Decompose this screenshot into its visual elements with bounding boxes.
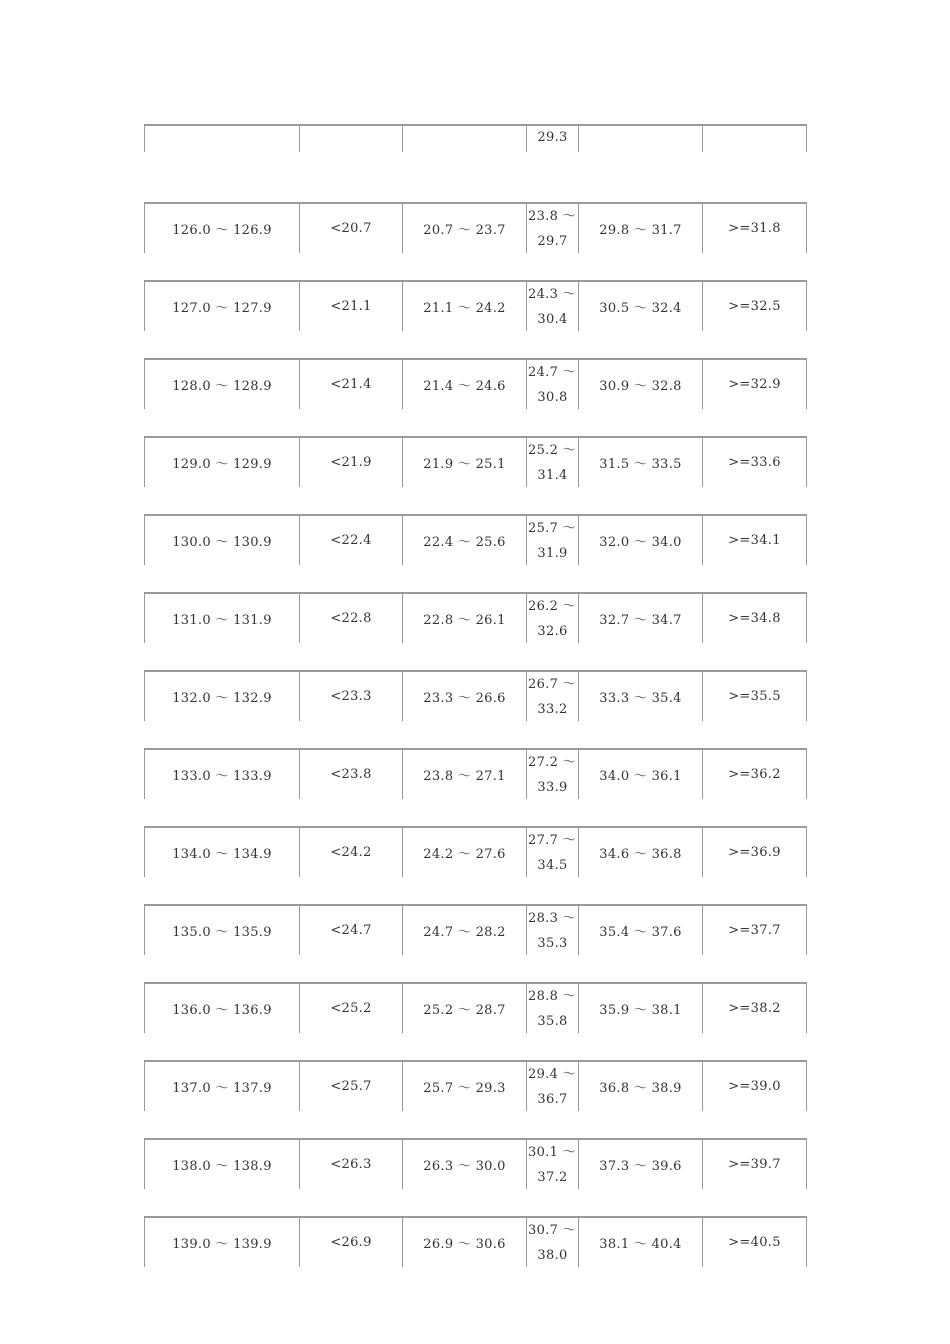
obese-range: 37.3 ～ 39.6 <box>599 1159 682 1174</box>
obese-cell <box>578 126 702 152</box>
table-row <box>144 904 807 955</box>
normal-cell <box>402 1218 526 1267</box>
height-range-cell <box>144 204 299 253</box>
height-range: 137.0 ～ 137.9 <box>172 1081 272 1096</box>
table-row-continued <box>144 124 807 152</box>
thin-value: <21.1 <box>330 299 372 314</box>
obese-range: 35.4 ～ 37.6 <box>599 925 682 940</box>
overweight-cell <box>526 360 578 409</box>
thin-cell <box>299 360 402 409</box>
overweight-range-end: 29.7 <box>537 234 568 249</box>
normal-range: 24.2 ～ 27.6 <box>423 847 506 862</box>
normal-cell <box>402 828 526 877</box>
overweight-cell <box>526 438 578 487</box>
severe-obese-value: >=34.8 <box>728 611 781 626</box>
overweight-cell <box>526 204 578 253</box>
obese-range: 31.5 ～ 33.5 <box>599 457 682 472</box>
height-range-cell <box>144 438 299 487</box>
overweight-cell <box>526 1062 578 1111</box>
normal-range: 23.8 ～ 27.1 <box>423 769 506 784</box>
obese-cell <box>578 204 702 253</box>
obese-range: 30.9 ～ 32.8 <box>599 379 682 394</box>
height-range: 134.0 ～ 134.9 <box>172 847 272 862</box>
overweight-cell <box>526 906 578 955</box>
thin-cell <box>299 204 402 253</box>
normal-cell <box>402 1140 526 1189</box>
thin-cell <box>299 828 402 877</box>
overweight-range-start: 30.7 ～ <box>528 1223 576 1238</box>
severe-cell <box>702 126 807 152</box>
overweight-cell <box>526 828 578 877</box>
obese-range: 36.8 ～ 38.9 <box>599 1081 682 1096</box>
severe-obese-value: >=31.8 <box>728 221 781 236</box>
table-row <box>144 202 807 253</box>
overweight-range-start: 27.7 ～ <box>528 833 576 848</box>
severe-obese-cell <box>702 516 807 565</box>
severe-obese-cell <box>702 672 807 721</box>
height-cell <box>144 126 299 152</box>
normal-range: 21.9 ～ 25.1 <box>423 457 506 472</box>
thin-value: <25.7 <box>330 1079 372 1094</box>
normal-range: 25.2 ～ 28.7 <box>423 1003 506 1018</box>
normal-cell <box>402 750 526 799</box>
overweight-range-end: 31.9 <box>537 546 568 561</box>
severe-obese-cell <box>702 906 807 955</box>
severe-obese-cell <box>702 984 807 1033</box>
table-row <box>144 436 807 487</box>
severe-obese-value: >=32.9 <box>728 377 781 392</box>
severe-obese-cell <box>702 750 807 799</box>
height-range: 126.0 ～ 126.9 <box>172 223 272 238</box>
height-range: 138.0 ～ 138.9 <box>172 1159 272 1174</box>
height-range-cell <box>144 282 299 331</box>
obese-range: 35.9 ～ 38.1 <box>599 1003 682 1018</box>
severe-obese-value: >=32.5 <box>728 299 781 314</box>
severe-obese-cell <box>702 1062 807 1111</box>
obese-cell <box>578 438 702 487</box>
severe-obese-value: >=36.2 <box>728 767 781 782</box>
height-range: 128.0 ～ 128.9 <box>172 379 272 394</box>
severe-obese-value: >=40.5 <box>728 1235 781 1250</box>
normal-cell <box>402 438 526 487</box>
thin-value: <23.3 <box>330 689 372 704</box>
thin-value: <22.8 <box>330 611 372 626</box>
obese-cell <box>578 828 702 877</box>
thin-cell <box>299 672 402 721</box>
overweight-range-start: 30.1 ～ <box>528 1145 576 1160</box>
height-range: 130.0 ～ 130.9 <box>172 535 272 550</box>
thin-cell <box>299 126 402 152</box>
thin-value: <21.4 <box>330 377 372 392</box>
overweight-range-end: 32.6 <box>537 624 568 639</box>
table-row <box>144 358 807 409</box>
normal-cell <box>402 516 526 565</box>
obese-cell <box>578 750 702 799</box>
table-body <box>144 202 807 1267</box>
overweight-range-end: 35.3 <box>537 936 568 951</box>
height-range: 129.0 ～ 129.9 <box>172 457 272 472</box>
obese-range: 38.1 ～ 40.4 <box>599 1237 682 1252</box>
thin-cell <box>299 516 402 565</box>
overweight-cell <box>526 984 578 1033</box>
obese-cell <box>578 1062 702 1111</box>
overweight-range-end: 36.7 <box>537 1092 568 1107</box>
overweight-range-end: 31.4 <box>537 468 568 483</box>
severe-obese-cell <box>702 828 807 877</box>
overweight-cell <box>526 1140 578 1189</box>
severe-obese-cell <box>702 594 807 643</box>
overweight-range-start: 27.2 ～ <box>528 755 576 770</box>
normal-cell <box>402 204 526 253</box>
overweight-cont-value: 29.3 <box>537 130 568 145</box>
overweight-range-end: 30.8 <box>537 390 568 405</box>
thin-cell <box>299 1140 402 1189</box>
overweight-range-start: 24.3 ～ <box>528 287 576 302</box>
normal-range: 23.3 ～ 26.6 <box>423 691 506 706</box>
table-row <box>144 514 807 565</box>
normal-cell <box>402 984 526 1033</box>
severe-obese-value: >=34.1 <box>728 533 781 548</box>
normal-range: 22.4 ～ 25.6 <box>423 535 506 550</box>
thin-cell <box>299 984 402 1033</box>
normal-cell <box>402 360 526 409</box>
height-range: 132.0 ～ 132.9 <box>172 691 272 706</box>
normal-cell <box>402 594 526 643</box>
height-range-cell <box>144 906 299 955</box>
table-row <box>144 982 807 1033</box>
severe-obese-cell <box>702 438 807 487</box>
thin-value: <23.8 <box>330 767 372 782</box>
thin-value: <22.4 <box>330 533 372 548</box>
normal-cell <box>402 282 526 331</box>
height-range-cell <box>144 828 299 877</box>
obese-cell <box>578 984 702 1033</box>
severe-obese-cell <box>702 360 807 409</box>
overweight-cell <box>526 1218 578 1267</box>
table-row <box>144 1216 807 1267</box>
overweight-range-end: 37.2 <box>537 1170 568 1185</box>
overweight-cell <box>526 282 578 331</box>
overweight-range-start: 26.2 ～ <box>528 599 576 614</box>
height-range: 136.0 ～ 136.9 <box>172 1003 272 1018</box>
overweight-range-start: 23.8 ～ <box>528 209 576 224</box>
normal-range: 25.7 ～ 29.3 <box>423 1081 506 1096</box>
height-range-cell <box>144 750 299 799</box>
normal-range: 20.7 ～ 23.7 <box>423 223 506 238</box>
obese-cell <box>578 906 702 955</box>
normal-range: 21.1 ～ 24.2 <box>423 301 506 316</box>
thin-value: <24.2 <box>330 845 372 860</box>
height-range-cell <box>144 1140 299 1189</box>
height-range-cell <box>144 516 299 565</box>
overweight-cell <box>526 672 578 721</box>
height-range-cell <box>144 1218 299 1267</box>
table-row <box>144 826 807 877</box>
overweight-cell <box>526 594 578 643</box>
severe-obese-cell <box>702 1218 807 1267</box>
normal-range: 26.9 ～ 30.6 <box>423 1237 506 1252</box>
obese-range: 33.3 ～ 35.4 <box>599 691 682 706</box>
obese-cell <box>578 594 702 643</box>
thin-cell <box>299 438 402 487</box>
severe-obese-value: >=39.0 <box>728 1079 781 1094</box>
table-row <box>144 280 807 331</box>
overweight-range-end: 33.9 <box>537 780 568 795</box>
obese-cell <box>578 360 702 409</box>
normal-range: 22.8 ～ 26.1 <box>423 613 506 628</box>
thin-value: <24.7 <box>330 923 372 938</box>
overweight-range-end: 30.4 <box>537 312 568 327</box>
overweight-range-start: 25.2 ～ <box>528 443 576 458</box>
height-range-cell <box>144 594 299 643</box>
overweight-range-start: 28.8 ～ <box>528 989 576 1004</box>
overweight-cell <box>526 516 578 565</box>
table-row <box>144 1138 807 1189</box>
severe-obese-value: >=33.6 <box>728 455 781 470</box>
height-range: 131.0 ～ 131.9 <box>172 613 272 628</box>
table-row <box>144 670 807 721</box>
severe-obese-value: >=38.2 <box>728 1001 781 1016</box>
overweight-range-start: 24.7 ～ <box>528 365 576 380</box>
overweight-range-start: 26.7 ～ <box>528 677 576 692</box>
severe-obese-value: >=39.7 <box>728 1157 781 1172</box>
normal-cell <box>402 672 526 721</box>
height-range-cell <box>144 1062 299 1111</box>
severe-obese-cell <box>702 1140 807 1189</box>
overweight-range-start: 25.7 ～ <box>528 521 576 536</box>
overweight-cell <box>526 126 578 152</box>
table-row <box>144 1060 807 1111</box>
height-range: 133.0 ～ 133.9 <box>172 769 272 784</box>
obese-range: 34.6 ～ 36.8 <box>599 847 682 862</box>
height-range-cell <box>144 672 299 721</box>
thin-cell <box>299 750 402 799</box>
obese-cell <box>578 516 702 565</box>
overweight-range-start: 28.3 ～ <box>528 911 576 926</box>
severe-obese-value: >=36.9 <box>728 845 781 860</box>
height-range-cell <box>144 360 299 409</box>
thin-cell <box>299 282 402 331</box>
normal-cell <box>402 1062 526 1111</box>
table-row <box>144 748 807 799</box>
normal-range: 21.4 ～ 24.6 <box>423 379 506 394</box>
overweight-cell <box>526 750 578 799</box>
thin-cell <box>299 1062 402 1111</box>
table-row <box>144 592 807 643</box>
height-range: 127.0 ～ 127.9 <box>172 301 272 316</box>
severe-obese-cell <box>702 282 807 331</box>
obese-range: 34.0 ～ 36.1 <box>599 769 682 784</box>
thin-value: <25.2 <box>330 1001 372 1016</box>
height-range: 139.0 ～ 139.9 <box>172 1237 272 1252</box>
thin-value: <21.9 <box>330 455 372 470</box>
obese-range: 29.8 ～ 31.7 <box>599 223 682 238</box>
height-range: 135.0 ～ 135.9 <box>172 925 272 940</box>
overweight-range-end: 35.8 <box>537 1014 568 1029</box>
severe-obese-value: >=35.5 <box>728 689 781 704</box>
weight-table <box>144 124 807 1294</box>
thin-cell <box>299 594 402 643</box>
normal-range: 26.3 ～ 30.0 <box>423 1159 506 1174</box>
thin-value: <26.9 <box>330 1235 372 1250</box>
severe-obese-cell <box>702 204 807 253</box>
obese-range: 30.5 ～ 32.4 <box>599 301 682 316</box>
obese-cell <box>578 1140 702 1189</box>
obese-range: 32.7 ～ 34.7 <box>599 613 682 628</box>
overweight-range-start: 29.4 ～ <box>528 1067 576 1082</box>
thin-value: <26.3 <box>330 1157 372 1172</box>
thin-cell <box>299 906 402 955</box>
obese-cell <box>578 1218 702 1267</box>
obese-cell <box>578 672 702 721</box>
height-range-cell <box>144 984 299 1033</box>
normal-cell <box>402 906 526 955</box>
obese-cell <box>578 282 702 331</box>
overweight-range-end: 38.0 <box>537 1248 568 1263</box>
overweight-range-end: 34.5 <box>537 858 568 873</box>
normal-range: 24.7 ～ 28.2 <box>423 925 506 940</box>
thin-cell <box>299 1218 402 1267</box>
obese-range: 32.0 ～ 34.0 <box>599 535 682 550</box>
severe-obese-value: >=37.7 <box>728 923 781 938</box>
overweight-range-end: 33.2 <box>537 702 568 717</box>
normal-cell <box>402 126 526 152</box>
thin-value: <20.7 <box>330 221 372 236</box>
